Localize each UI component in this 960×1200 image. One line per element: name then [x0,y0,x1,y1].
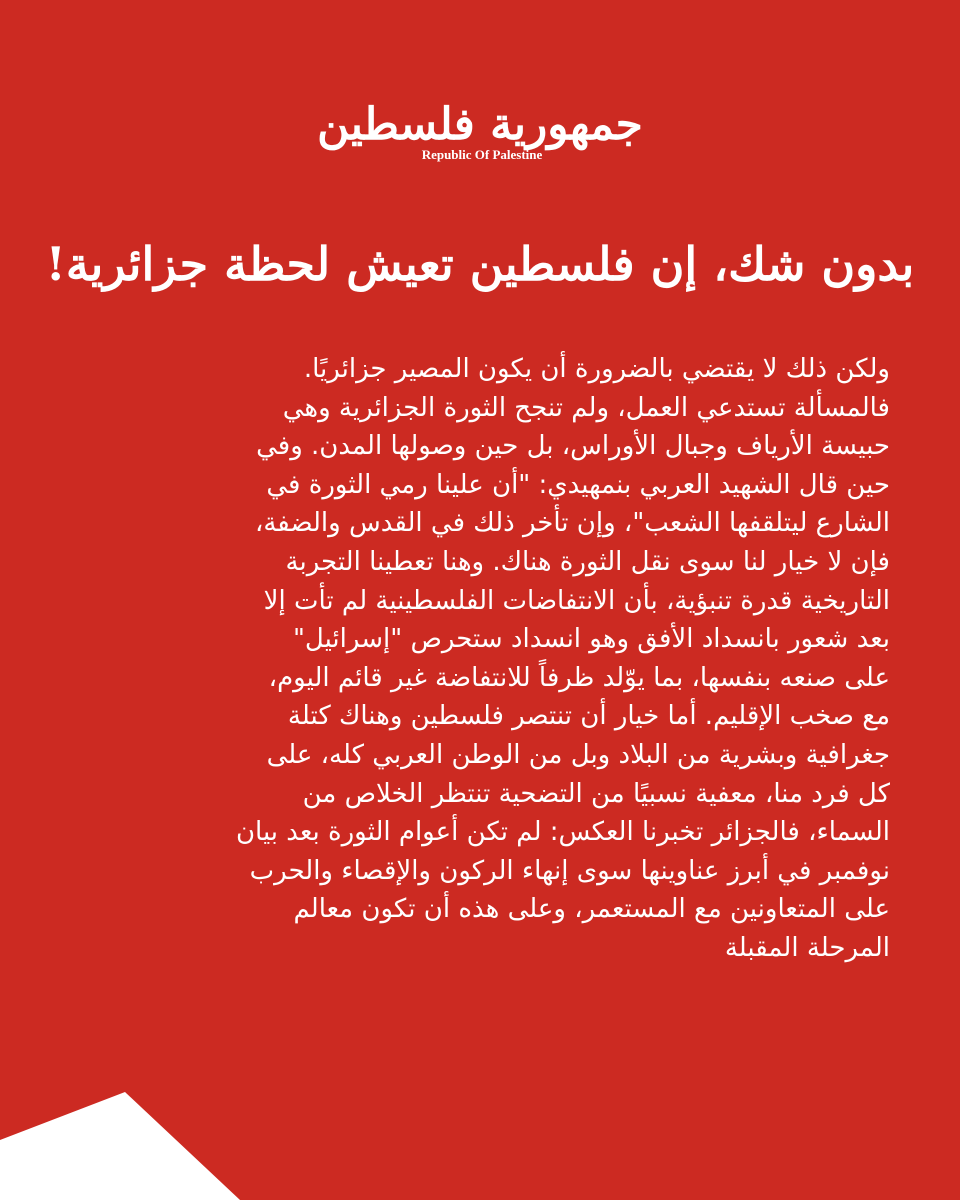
article-line: السماء، فالجزائر تخبرنا العكس: لم تكن أعوام الثورة بعد بيان [235,817,890,848]
article-line: نوفمبر في أبرز عناوينها سوى إنهاء الركون والإقصاء والحرب [249,855,890,886]
article-line: فإن لا خيار لنا سوى نقل الثورة هناك. وهنا تعطينا التجربة [285,546,890,577]
article-line: ولكن ذلك لا يقتضي بالضرورة أن يكون المصير جزائريًا. [303,354,890,384]
article-line: حبيسة الأرياف وجبال الأوراس، بل حين وصولها المدن. وفي [256,431,890,462]
corner-decoration [0,1010,240,1200]
logo [0,100,960,162]
article-body [70,350,890,968]
article-line: المرحلة المقبلة [724,932,890,963]
article-line: الشارع ليتلقفها الشعب"، وإن تأخر ذلك في القدس والضفة، [254,508,890,539]
article-line: بعد شعور بانسداد الأفق وهو انسداد ستحرص "إسرائيل" [292,624,890,655]
logo-english-text: Republic Of Palestine [421,147,543,162]
article-line: فالمسألة تستدعي العمل، ولم تنجح الثورة الجزائرية وهي [282,392,890,423]
article-line: مع صخب الإقليم. أما خيار أن تنتصر فلسطين وهناك كتلة [287,701,890,732]
headline: بدون شك، إن فلسطين تعيش لحظة جزائرية! [45,237,915,291]
article-line: جغرافية وبشرية من البلاد وبل من الوطن العربي كله، على [266,739,890,770]
logo-arabic-text: جمهورية فلسطين [317,99,643,150]
article-line: على المتعاونين مع المستعمر، وعلى هذه أن تكون معالم [293,894,890,925]
corner-triangle-shape [0,1092,240,1200]
article-line: كل فرد منا، معفية نسبيًا من التضحية تنتظر الخلاص من [302,778,890,809]
article-line: التاريخية قدرة تنبؤية، بأن الانتفاضات الفلسطينية لم تأت إلا [263,585,890,616]
article-line: حين قال الشهيد العربي بنمهيدي: "أن علينا رمي الثورة في [266,469,890,500]
article-line: على صنعه بنفسها، بما يوّلد ظرفاً للانتفاضة غير قائم اليوم، [268,662,890,693]
